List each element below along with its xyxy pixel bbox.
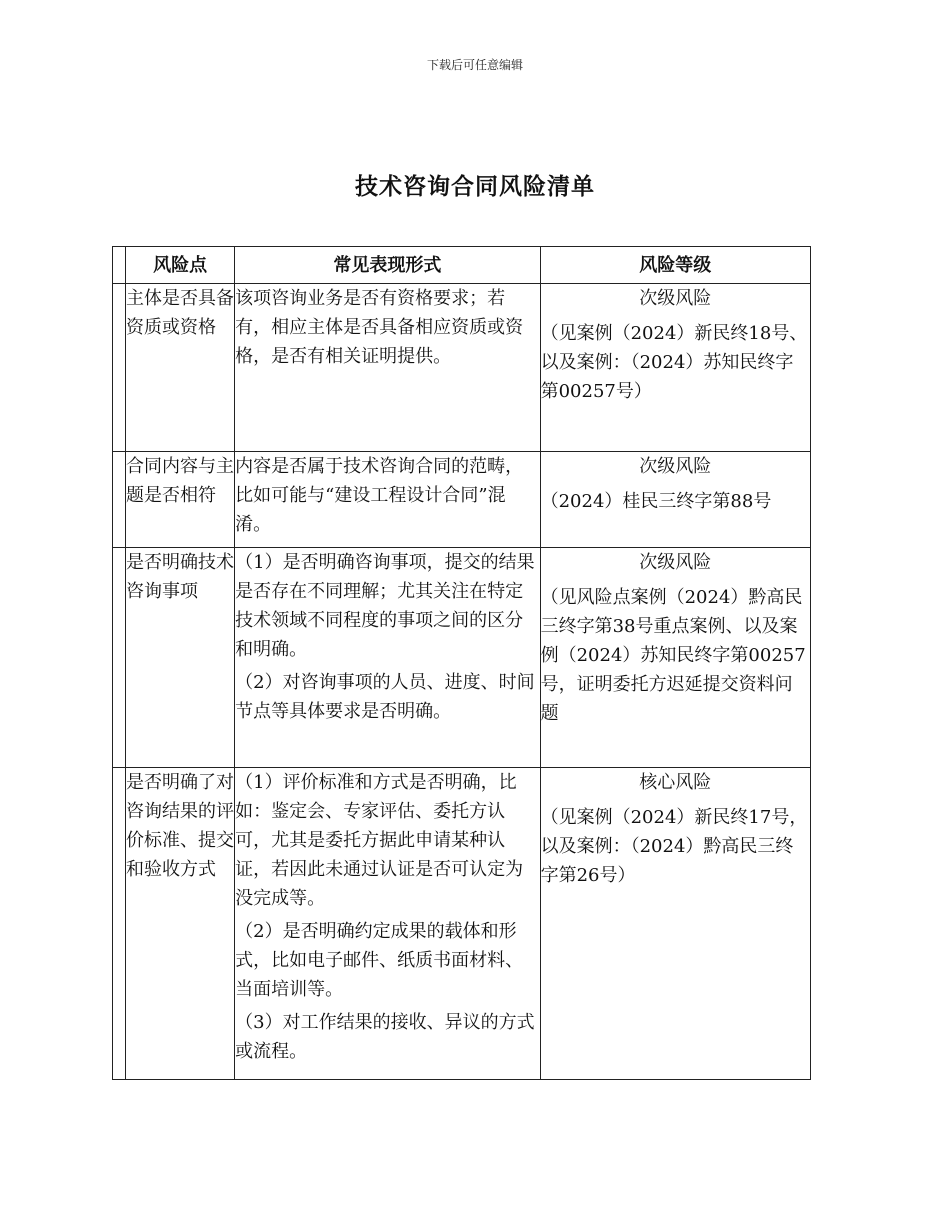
table-row bbox=[113, 284, 811, 452]
table-row bbox=[113, 768, 811, 1080]
row-marker-cell bbox=[113, 548, 126, 768]
form-item: （2）是否明确约定成果的载体和形式，比如电子邮件、纸质书面材料、当面培训等。 bbox=[235, 921, 524, 1000]
forms-cell bbox=[235, 452, 540, 548]
form-item: 内容是否属于技术咨询合同的范畴，比如可能与“建设工程设计合同”混淆。 bbox=[235, 456, 524, 535]
row-marker-cell bbox=[113, 247, 126, 284]
header-note: 下载后可任意编辑 bbox=[426, 58, 523, 72]
column-header-level: 风险等级 bbox=[540, 247, 810, 284]
case-reference: （见案例（2024）新民终18号、以及案例：（2024）苏知民终字第00257号） bbox=[540, 323, 808, 402]
row-marker-cell bbox=[113, 768, 126, 1080]
risk-point-cell: 主体是否具备资质或资格 bbox=[126, 284, 235, 452]
row-marker-cell bbox=[113, 452, 126, 548]
form-item: （2）对咨询事项的人员、进度、时间节点等具体要求是否明确。 bbox=[235, 672, 535, 722]
column-header-forms: 常见表现形式 bbox=[235, 247, 540, 284]
column-header-risk-point: 风险点 bbox=[126, 247, 235, 284]
forms-cell bbox=[235, 548, 540, 768]
risk-point-cell: 合同内容与主题是否相符 bbox=[126, 452, 235, 548]
page-title: 技术咨询合同风险清单 bbox=[355, 173, 595, 200]
forms-cell bbox=[235, 284, 540, 452]
table-header-row bbox=[113, 247, 811, 284]
form-item: 该项咨询业务是否有资格要求；若有，相应主体是否具备相应资质或资格，是否有相关证明提供。 bbox=[235, 288, 524, 367]
table-row bbox=[113, 548, 811, 768]
level-cell bbox=[540, 768, 810, 1080]
risk-table bbox=[112, 246, 811, 1080]
forms-cell bbox=[235, 768, 540, 1080]
risk-level: 次级风险 bbox=[639, 288, 712, 309]
table-row bbox=[113, 452, 811, 548]
level-cell bbox=[540, 452, 810, 548]
case-reference: （2024）桂民三终字第88号 bbox=[540, 491, 772, 512]
form-item: （1）是否明确咨询事项，提交的结果是否存在不同理解；尤其关注在特定技术领域不同程度的事项之间的区分和明确。 bbox=[235, 552, 535, 660]
form-item: （1）评价标准和方式是否明确，比如：鉴定会、专家评估、委托方认可，尤其是委托方据此申请某种认证，若因此未通过认证是否可认定为没完成等。 bbox=[235, 772, 524, 909]
risk-point-cell: 是否明确了对咨询结果的评价标准、提交和验收方式 bbox=[126, 768, 235, 1080]
level-cell bbox=[540, 284, 810, 452]
case-reference: （见风险点案例（2024）黔高民三终字第38号重点案例、以及案例（2024）苏知民终字第00257号，证明委托方迟延提交资料问题 bbox=[540, 587, 806, 724]
risk-point-cell: 是否明确技术咨询事项 bbox=[126, 548, 235, 768]
risk-level: 核心风险 bbox=[639, 772, 712, 793]
case-reference: （见案例（2024）新民终17号，以及案例：（2024）黔高民三终字第26号） bbox=[540, 807, 808, 886]
row-marker-cell bbox=[113, 284, 126, 452]
risk-level: 次级风险 bbox=[639, 552, 712, 573]
risk-level: 次级风险 bbox=[639, 456, 712, 477]
form-item: （3）对工作结果的接收、异议的方式或流程。 bbox=[235, 1012, 535, 1062]
level-cell bbox=[540, 548, 810, 768]
